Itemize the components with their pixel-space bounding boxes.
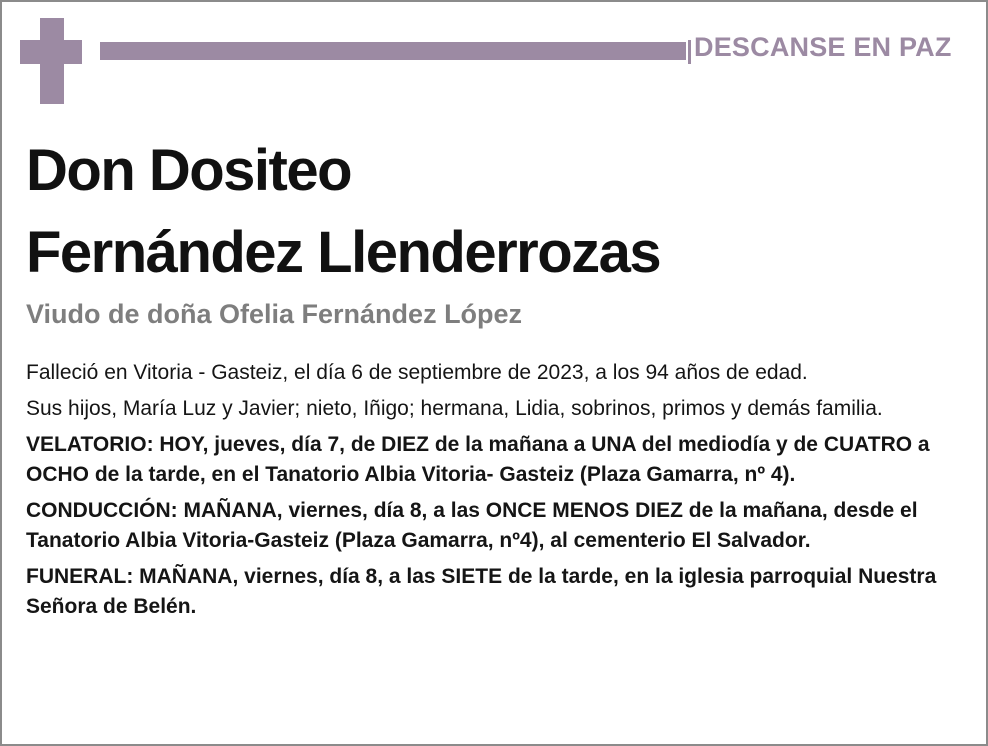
- cross-horizontal-bar: [20, 40, 82, 64]
- death-paragraph: Falleció en Vitoria - Gasteiz, el día 6 de septiembre de 2023, a los 94 años de edad.: [26, 361, 808, 384]
- deceased-name: [26, 130, 966, 294]
- deceased-name-line1: Don Dositeo: [26, 138, 352, 203]
- family-paragraph: Sus hijos, María Luz y Javier; nieto, Iñigo; hermana, Lidia, sobrinos, primos y demás familia.: [26, 397, 883, 420]
- header-rule: [100, 42, 686, 60]
- procession-paragraph: CONDUCCIÓN: MAÑANA, viernes, día 8, a las ONCE MENOS DIEZ de la mañana, desde el Tanatorio Albia Vitoria-Gasteiz (Plaza Gamarra, nº4), al cementerio El Salvador.: [26, 499, 918, 552]
- obituary-body: [26, 358, 964, 628]
- header-rule-divider: [688, 40, 691, 64]
- relation-subtitle: Viudo de doña Ofelia Fernández López: [26, 299, 523, 329]
- wake-paragraph: VELATORIO: HOY, jueves, día 7, de DIEZ de la mañana a UNA del mediodía y de CUATRO a OCHO de la tarde, en el Tanatorio Albia Vitoria- Gasteiz (Plaza Gamarra, nº 4).: [26, 433, 930, 486]
- funeral-paragraph: FUNERAL: MAÑANA, viernes, día 8, a las SIETE de la tarde, en la iglesia parroquial Nuestra Señora de Belén.: [26, 565, 937, 618]
- deceased-name-line2: Fernández Llenderrozas: [26, 220, 661, 285]
- rip-label: DESCANSE EN PAZ: [694, 32, 952, 62]
